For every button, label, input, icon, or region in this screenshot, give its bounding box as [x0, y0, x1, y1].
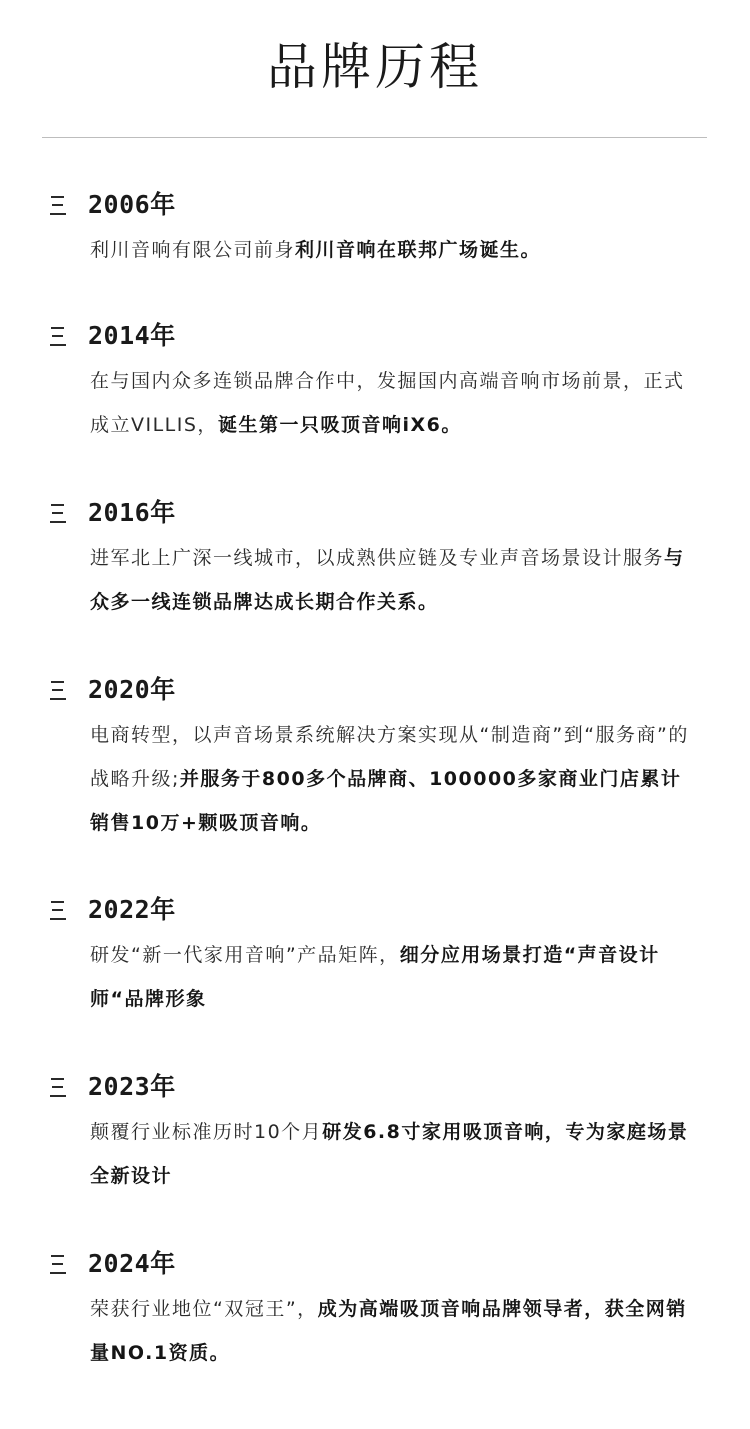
entry-description: [90, 536, 698, 624]
entry-text: 利川音响有限公司前身: [90, 239, 296, 261]
entry-year: 2022年: [88, 895, 176, 924]
entry-description: [90, 359, 698, 447]
entry-description: [90, 228, 698, 272]
entry-description: [90, 1287, 698, 1375]
entry-description: [90, 713, 698, 845]
menu-lines-icon: [50, 679, 66, 701]
entry-text: 进军北上广深一线城市，以成熟供应链及专业声音场景设计服务: [90, 547, 665, 569]
entry-description: [90, 933, 698, 1021]
entry-text: 颠覆行业标准历时10个月: [90, 1121, 323, 1143]
entry-text: 荣获行业地位“双冠王”，: [90, 1298, 318, 1320]
menu-lines-icon: [50, 1076, 66, 1098]
entry-year: 2020年: [88, 675, 176, 704]
entry-highlight: 研发6.8寸家用吸顶音响，专为家庭场景全新设计: [90, 1121, 689, 1187]
entry-text: 电商转型，以声音场景系统解决方案实现从“制造商”到“服务商”的战略升级;: [90, 724, 689, 790]
entry-year: 2023年: [88, 1072, 176, 1101]
menu-lines-icon: [50, 194, 66, 216]
entry-text: 在与国内众多连锁品牌合作中，发掘国内高端音响市场前景，正式成立VILLIS，: [90, 370, 685, 436]
entry-highlight: 利川音响在联邦广场诞生。: [295, 239, 542, 261]
menu-lines-icon: [50, 502, 66, 524]
entry-highlight: 并服务于800多个品牌商、100000多家商业门店累计销售10万+颗吸顶音响。: [90, 768, 682, 834]
entry-text: 研发“新一代家用音响”产品矩阵，: [90, 944, 400, 966]
entry-highlight: 与众多一线连锁品牌达成长期合作关系。: [90, 547, 685, 613]
entry-highlight: 细分应用场景打造“声音设计师“品牌形象: [90, 944, 660, 1010]
entry-highlight: 成为高端吸顶音响品牌领导者，获全网销量NO.1资质。: [90, 1298, 687, 1364]
entry-description: [90, 1110, 698, 1198]
entry-year: 2024年: [88, 1249, 176, 1278]
page-title: 品牌历程: [267, 38, 483, 96]
entry-highlight: 诞生第一只吸顶音响iX6。: [217, 414, 462, 436]
title-divider: [42, 137, 707, 138]
entry-year: 2016年: [88, 498, 176, 527]
menu-lines-icon: [50, 899, 66, 921]
menu-lines-icon: [50, 325, 66, 347]
menu-lines-icon: [50, 1253, 66, 1275]
entry-year: 2014年: [88, 321, 176, 350]
entry-year: 2006年: [88, 190, 176, 219]
